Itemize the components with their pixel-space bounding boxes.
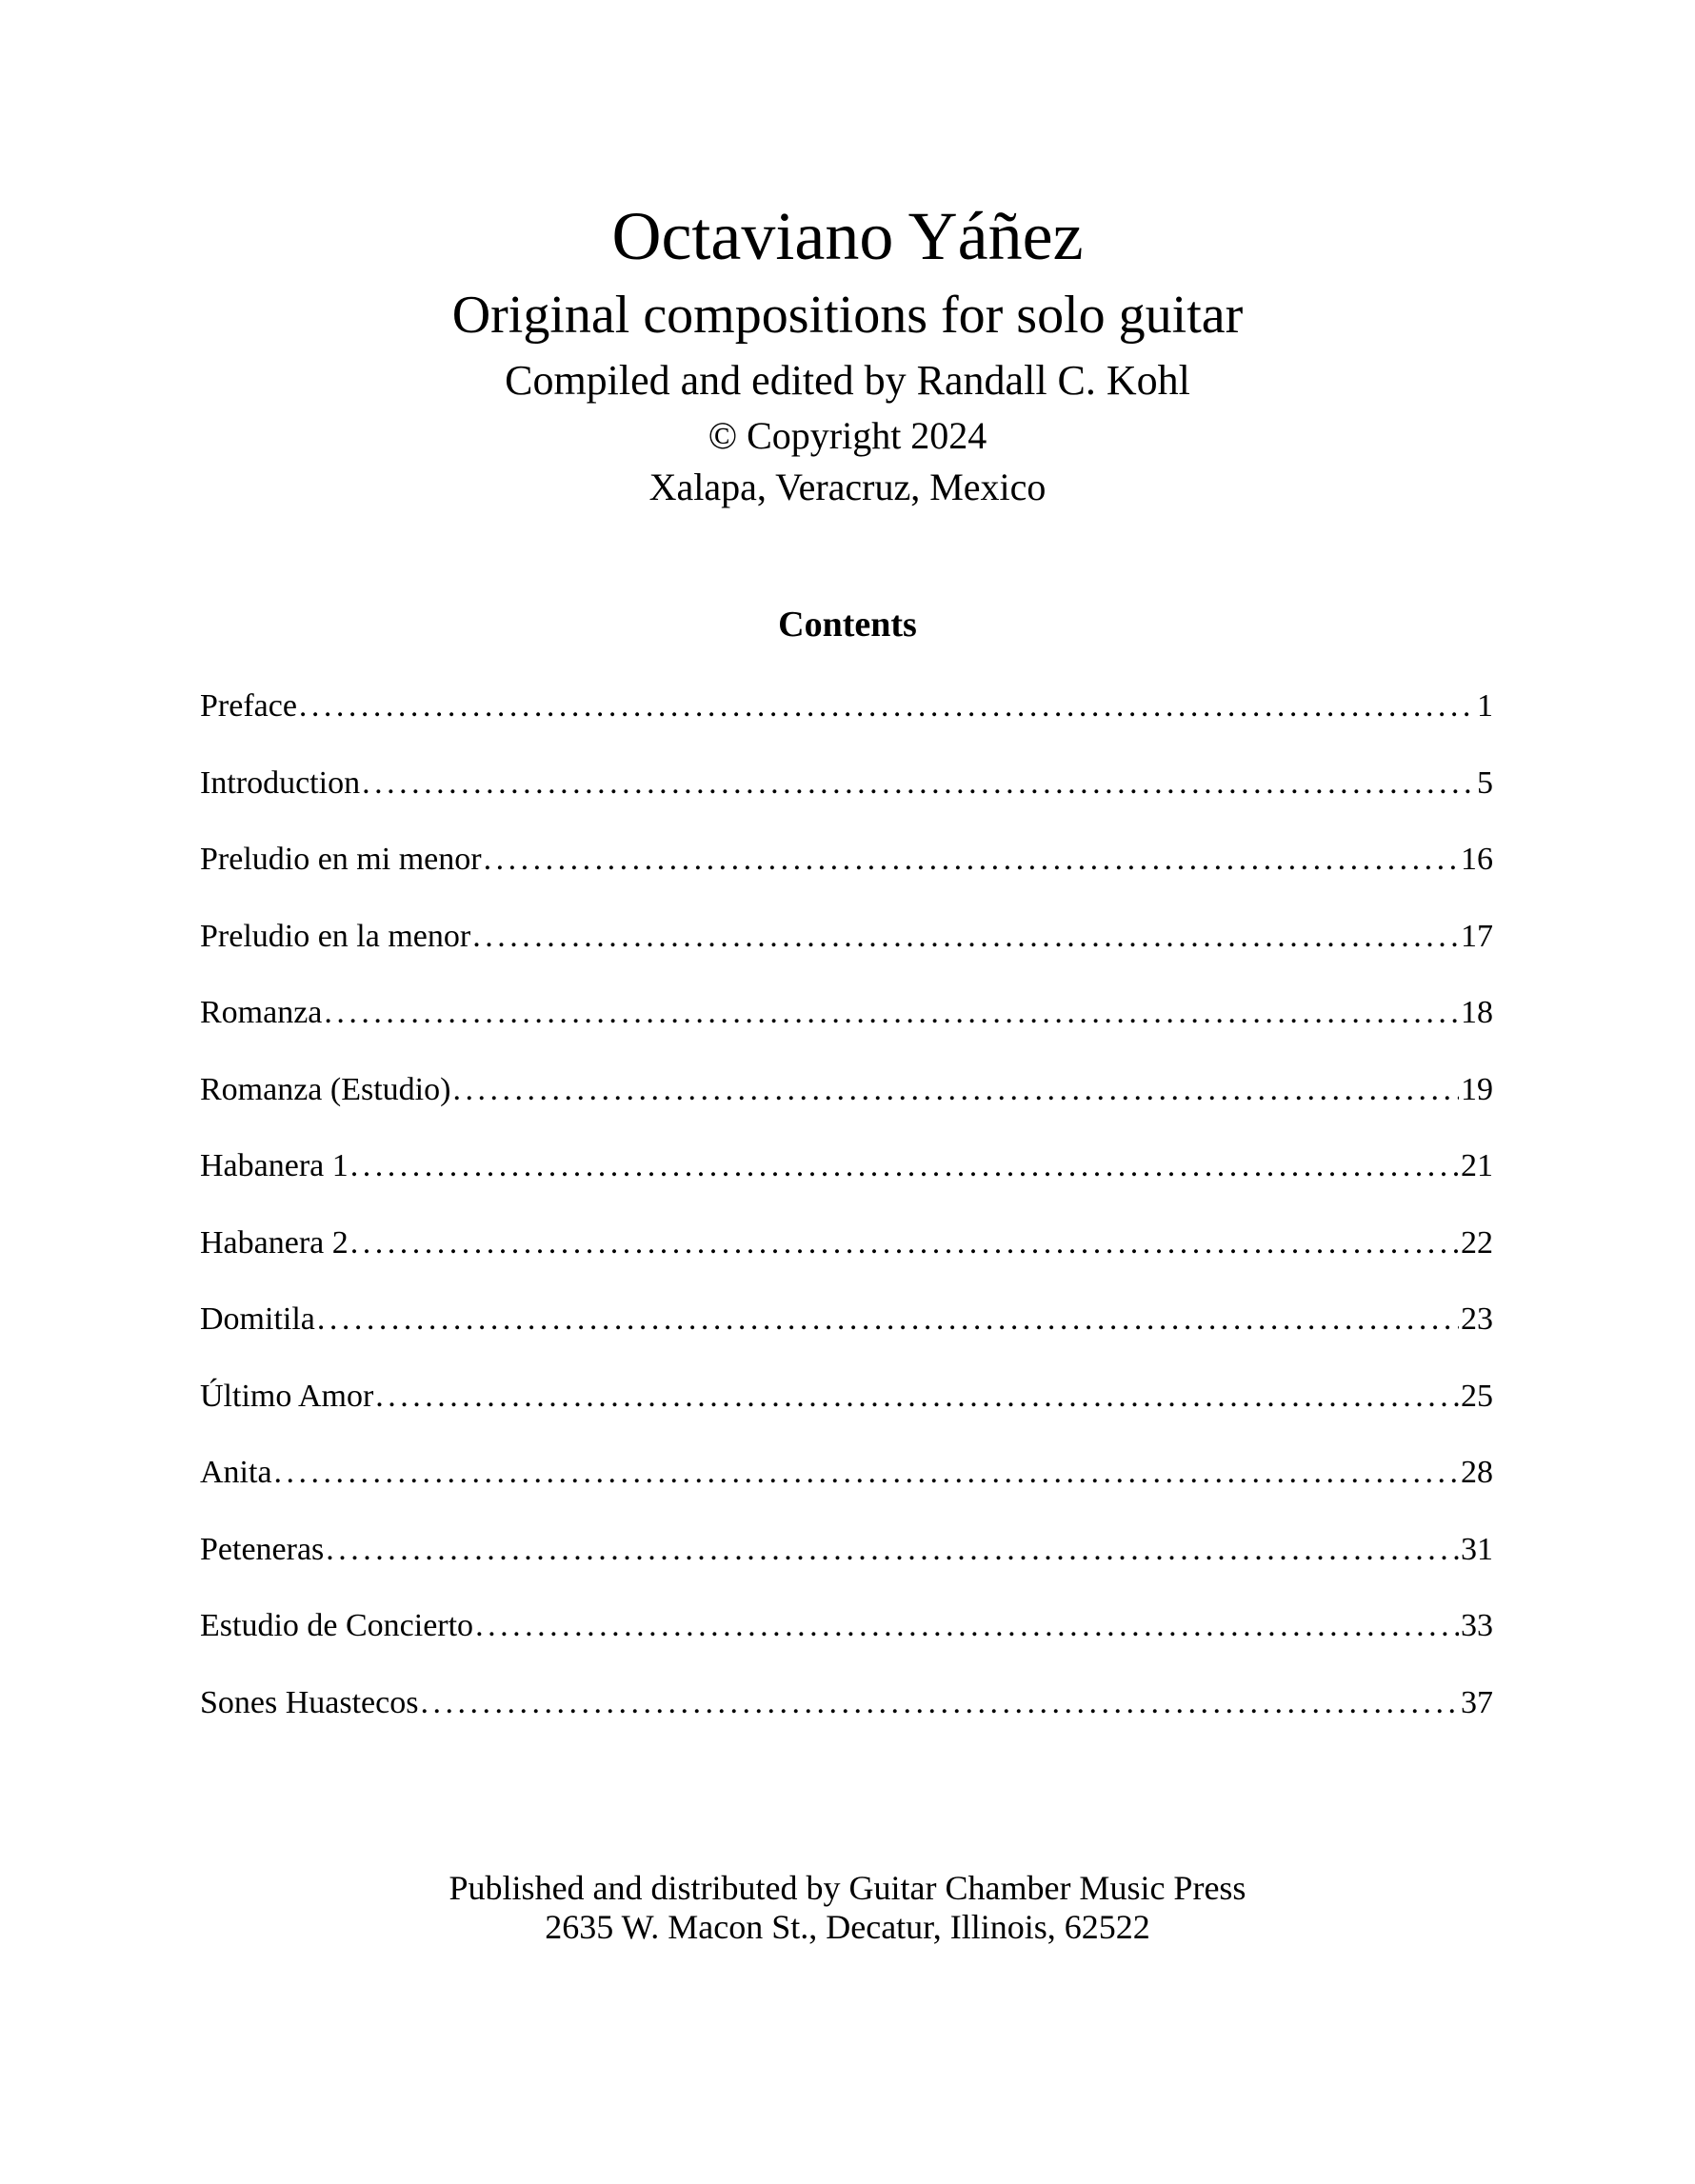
editor-credit: Compiled and edited by Randall C. Kohl	[505, 357, 1190, 404]
toc-entry	[200, 1603, 1493, 1680]
toc-entry	[200, 914, 1493, 991]
toc-entry-page: 18	[1461, 995, 1493, 1030]
toc-entry-page: 23	[1461, 1301, 1493, 1337]
toc-entry-page: 1	[1477, 688, 1493, 724]
toc-entry	[200, 1221, 1493, 1298]
dot-leader	[317, 1297, 1459, 1342]
toc-entry-title: Habanera 1	[200, 1148, 349, 1183]
dot-leader	[350, 1143, 1459, 1189]
toc-entry-page: 22	[1461, 1224, 1493, 1261]
toc-entry-page: 16	[1461, 842, 1493, 877]
toc-entry-title: Anita	[200, 1455, 272, 1490]
toc-entry-title: Peteneras	[200, 1531, 325, 1567]
toc-entry-page: 31	[1461, 1531, 1493, 1567]
dot-leader	[420, 1680, 1459, 1726]
toc-entry-page: 28	[1461, 1455, 1493, 1490]
toc-entry-page: 17	[1461, 918, 1493, 954]
toc-entry-page: 19	[1461, 1071, 1493, 1107]
dot-leader	[326, 1527, 1459, 1573]
toc-entry	[200, 837, 1493, 914]
toc-entry-title: Romanza	[200, 995, 323, 1030]
toc-entry-title: Romanza (Estudio)	[200, 1071, 451, 1107]
toc-entry-title: Estudio de Concierto	[200, 1608, 474, 1643]
book-subtitle: Original compositions for solo guitar	[451, 286, 1244, 345]
toc-entry	[200, 1680, 1493, 1757]
toc-entry-title: Introduction	[200, 764, 361, 801]
toc-entry-title: Sones Huastecos	[200, 1684, 419, 1720]
dot-leader	[475, 1603, 1459, 1649]
publisher-address: 2635 W. Macon St., Decatur, Illinois, 62522	[545, 1908, 1150, 1946]
toc-entry-page: 21	[1461, 1148, 1493, 1183]
dot-leader	[472, 914, 1459, 960]
toc-entry	[200, 1067, 1493, 1144]
toc-entry-page: 37	[1461, 1684, 1493, 1720]
place-of-origin: Xalapa, Veracruz, Mexico	[648, 466, 1047, 508]
toc-entry-page: 25	[1461, 1378, 1493, 1414]
toc-entry-title: Preludio en mi menor	[200, 842, 482, 877]
toc-entry-title: Preface	[200, 688, 297, 724]
toc-entry-title: Habanera 2	[200, 1224, 349, 1261]
toc-entry	[200, 684, 1493, 761]
book-title: Octaviano Yáñez	[611, 198, 1084, 274]
toc-entry	[200, 1297, 1493, 1374]
toc-entry-page: 5	[1477, 764, 1493, 801]
toc-entry-title: Último Amor	[200, 1378, 374, 1414]
toc-entry-title: Preludio en la menor	[200, 918, 471, 954]
dot-leader	[299, 684, 1475, 729]
dot-leader	[375, 1374, 1459, 1420]
copyright-notice: © Copyright 2024	[708, 414, 987, 457]
dot-leader	[362, 761, 1475, 806]
toc-entry-page: 33	[1461, 1608, 1493, 1643]
toc-entry	[200, 1527, 1493, 1604]
dot-leader	[274, 1450, 1459, 1496]
contents-heading: Contents	[778, 605, 917, 645]
toc-entry	[200, 990, 1493, 1067]
table-of-contents	[200, 684, 1493, 1757]
toc-entry	[200, 761, 1493, 838]
toc-entry	[200, 1374, 1493, 1451]
toc-entry	[200, 1143, 1493, 1221]
toc-entry-title: Domitila	[200, 1301, 315, 1337]
toc-entry	[200, 1450, 1493, 1527]
publisher-line: Published and distributed by Guitar Chamber Music Press	[449, 1869, 1246, 1907]
dot-leader	[324, 990, 1459, 1036]
dot-leader	[452, 1067, 1459, 1113]
dot-leader	[484, 837, 1459, 883]
dot-leader	[350, 1221, 1459, 1266]
